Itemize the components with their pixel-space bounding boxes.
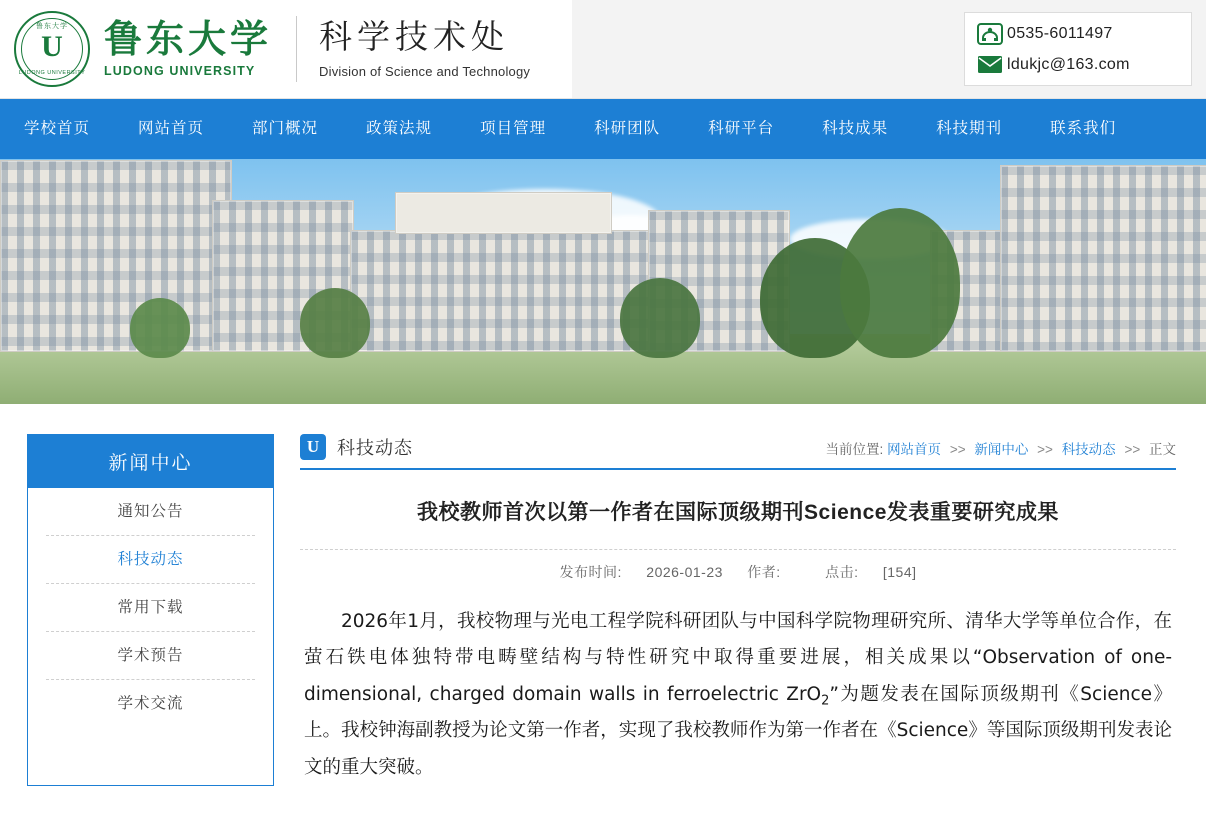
sidebar-item-downloads[interactable]: 常用下载 — [46, 584, 255, 632]
sidebar-item-academic-exchange[interactable]: 学术交流 — [117, 695, 184, 712]
envelope-icon — [973, 55, 1007, 74]
contact-email-text: ldukjc@163.com — [1007, 55, 1130, 73]
breadcrumb-separator: >> — [1037, 442, 1053, 457]
breadcrumb-item-tech-news[interactable]: 科技动态 — [1061, 442, 1116, 457]
nav-item-school-home[interactable]: 学校首页 — [24, 120, 91, 137]
tree-shape — [620, 278, 700, 358]
sidebar-item-academic-preview[interactable]: 学术预告 — [46, 632, 255, 680]
nav-item-contact[interactable]: 联系我们 — [1050, 120, 1117, 137]
publish-date: 2026-01-23 — [646, 564, 723, 581]
seal-cn-text: 鲁东大学 — [36, 23, 68, 30]
breadcrumb-prefix: 当前位置: — [825, 442, 884, 457]
contact-box — [964, 12, 1192, 86]
university-name-cn: 鲁东大学 — [104, 16, 273, 62]
department-name-cn: 科学技术处 — [319, 17, 510, 57]
news-center-sidebar — [27, 434, 274, 786]
breadcrumb-separator: >> — [949, 442, 966, 457]
article-meta — [300, 550, 1176, 582]
nav-item-journals[interactable]: 科技期刊 — [936, 120, 1003, 137]
nav-item-project-management[interactable]: 项目管理 — [480, 120, 547, 137]
telephone-icon — [973, 23, 1007, 45]
publish-time-label: 发布时间: — [559, 564, 622, 581]
department-name-en: Division of Science and Technology — [319, 64, 531, 79]
column-title — [300, 434, 413, 460]
site-header — [0, 0, 1206, 99]
article-body-part1: 2026年1月，我校物理与光电工程学院科研团队与中国科学院物理研究所、清华大学等单位合作，在萤石铁电体独特带电畴壁结构与特性研究中取得重要进展，相关成果以“Observation of one-dimensional, charged domain walls in ferroelectric ZrO — [304, 611, 1172, 705]
contact-email-row — [973, 49, 1183, 80]
column-name: 科技动态 — [337, 438, 413, 458]
seal-en-text: LUDONG UNIVERSITY — [18, 70, 86, 76]
building-shape — [350, 230, 652, 352]
tree-shape — [840, 208, 960, 358]
breadcrumb-item-site-home[interactable]: 网站首页 — [887, 442, 942, 457]
sidebar-title: 新闻中心 — [28, 434, 273, 488]
sidebar-item-tech-news[interactable]: 科技动态 — [46, 536, 255, 584]
tree-shape — [130, 298, 190, 358]
contact-phone-text: 0535-6011497 — [1007, 24, 1113, 42]
article-body-part2: ”为题发表在国际顶级期刊《Science》上。我校钟海副教授为论文第一作者，实现了我校教师作为第一作者在《Science》等国际顶级期刊发表论文的重大突破。 — [304, 683, 1172, 778]
breadcrumb-item-news-center[interactable]: 新闻中心 — [974, 442, 1029, 457]
nav-item-site-home[interactable]: 网站首页 — [138, 120, 205, 137]
sidebar-item-notices[interactable]: 通知公告 — [46, 488, 255, 536]
main-area — [0, 404, 1206, 786]
column-logo-icon: U — [300, 434, 326, 460]
article-body — [304, 604, 1172, 785]
university-name-block — [104, 16, 273, 79]
hits-count: [154] — [882, 564, 917, 581]
breadcrumb-item-current: 正文 — [1149, 442, 1176, 457]
article-body-subscript: 2 — [821, 693, 830, 709]
author-label: 作者: — [747, 564, 781, 581]
contact-phone-row — [973, 18, 1183, 49]
building-shape — [395, 192, 612, 234]
campus-banner-image — [0, 159, 1206, 404]
nav-item-department-overview[interactable]: 部门概况 — [252, 120, 319, 137]
department-name-block — [319, 18, 530, 80]
nav-item-achievements[interactable]: 科技成果 — [822, 120, 889, 137]
header-divider — [296, 16, 297, 82]
breadcrumb — [826, 438, 1176, 460]
main-navigation — [0, 99, 1206, 159]
nav-item-research-platforms[interactable]: 科研平台 — [708, 120, 775, 137]
hits-label: 点击: — [825, 564, 859, 581]
building-shape — [0, 160, 232, 352]
article-content — [300, 434, 1176, 786]
university-seal-icon — [14, 11, 90, 87]
content-header — [300, 434, 1176, 470]
nav-item-policies[interactable]: 政策法规 — [366, 120, 433, 137]
tree-shape — [300, 288, 370, 358]
university-name-en: LUDONG UNIVERSITY — [104, 64, 256, 79]
article-title: 我校教师首次以第一作者在国际顶级期刊Science发表重要研究成果 — [417, 501, 1059, 524]
site-logo[interactable] — [0, 11, 530, 87]
breadcrumb-separator: >> — [1124, 442, 1141, 457]
nav-item-research-teams[interactable]: 科研团队 — [594, 120, 661, 137]
seal-letter: U — [41, 30, 63, 63]
building-shape — [1000, 165, 1206, 352]
